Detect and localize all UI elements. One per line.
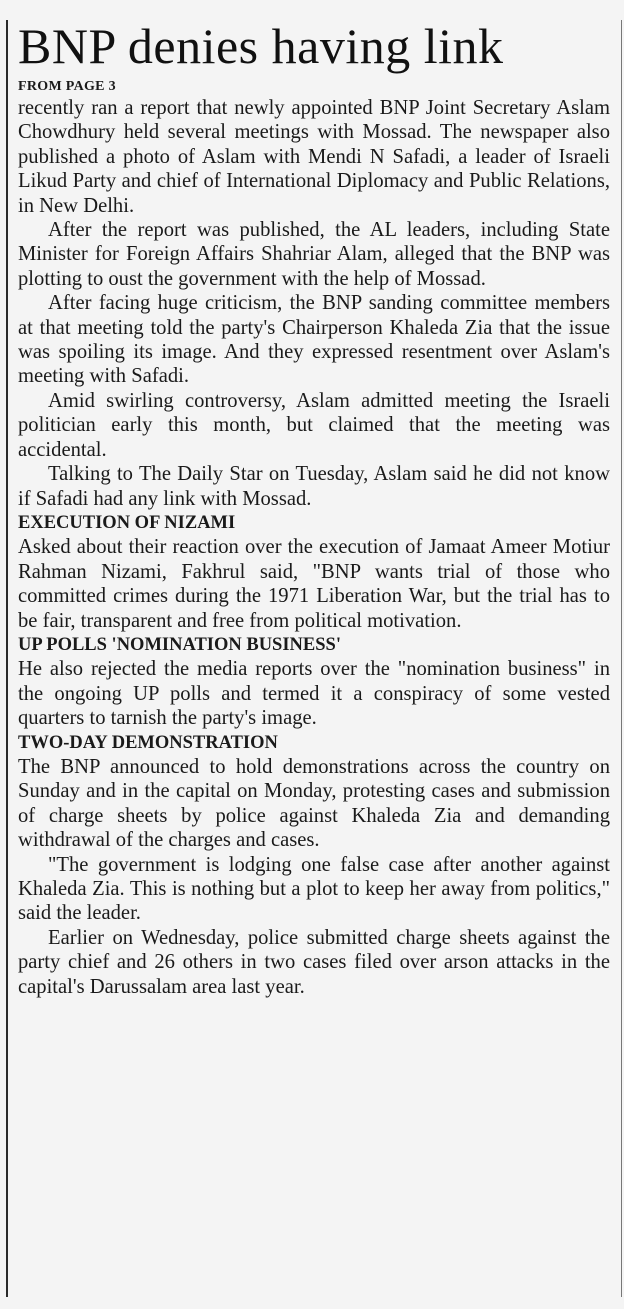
continuation-label: FROM PAGE 3 — [18, 79, 116, 94]
column-rule-left — [6, 20, 8, 1297]
paragraph-6: Asked about their reaction over the execution of Jamaat Ameer Motiur Rahman Nizami, Fakhrul said, "BNP wants trial of those who committed crimes during the 1971 Liberation War, but the trial has to be fair, transparent and free from political motivation. — [18, 536, 610, 632]
column-rule-right — [621, 20, 622, 1297]
paragraph-9: "The government is lodging one false case after another against Khaleda Zia. This is nothing but a plot to keep her away from politics," said the leader. — [18, 853, 610, 925]
paragraph-8: The BNP announced to hold demonstrations across the country on Sunday and in the capital on Monday, protesting cases and submission of charge sheets by police against Khaleda Zia and demanding withdrawal of the charges and cases. — [18, 755, 610, 852]
subhead-execution: EXECUTION OF NIZAMI — [18, 512, 236, 533]
paragraph-3: After facing huge criticism, the BNP sanding committee members at that meeting told the party's Chairperson Khaleda Zia that the issue was spoiling its image. And they expressed resentment over Aslam's meeting with Safadi. — [18, 292, 610, 388]
headline: BNP denies having link — [18, 18, 504, 74]
subhead-demonstration: TWO-DAY DEMONSTRATION — [18, 732, 278, 753]
paragraph-4: Amid swirling controversy, Aslam admitted meeting the Israeli politician early this month, but claimed that the meeting was accidental. — [18, 389, 610, 461]
subhead-up-polls: UP POLLS 'NOMINATION BUSINESS' — [18, 634, 341, 655]
paragraph-10: Earlier on Wednesday, police submitted charge sheets against the party chief and 26 others in two cases filed over arson attacks in the capital's Darussalam area last year. — [18, 926, 610, 998]
paragraph-5: Talking to The Daily Star on Tuesday, Aslam said he did not know if Safadi had any link with Mossad. — [18, 463, 610, 510]
paragraph-1: recently ran a report that newly appointed BNP Joint Secretary Aslam Chowdhury held several meetings with Mossad. The newspaper also published a photo of Aslam with Mendi N Safadi, a leader of Israeli Likud Party and chief of International Diplomacy and Public Relations, in New Delhi. — [18, 97, 610, 217]
paragraph-7: He also rejected the media reports over the "nomination business" in the ongoing UP polls and termed it a conspiracy of some vested quarters to tarnish the party's image. — [18, 658, 610, 730]
paragraph-2: After the report was published, the AL leaders, including State Minister for Foreign Affairs Shahriar Alam, alleged that the BNP was plotting to oust the government with the help of Mossad. — [18, 219, 610, 290]
